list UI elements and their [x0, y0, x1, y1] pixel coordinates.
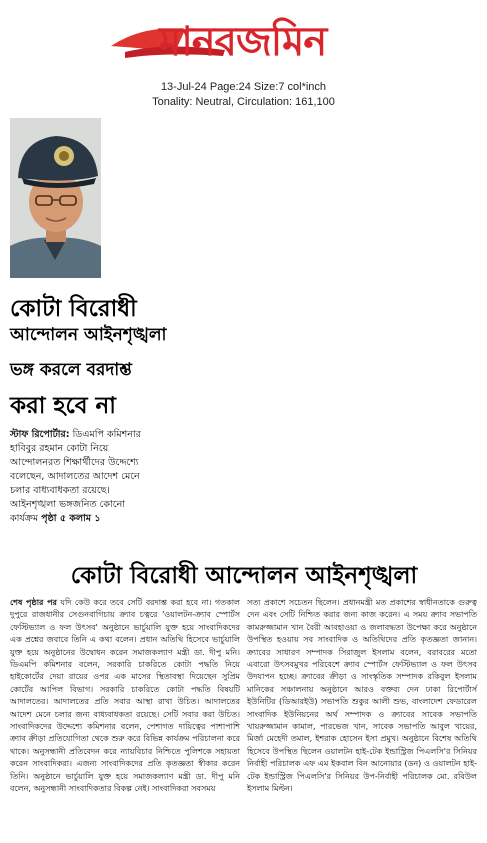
logo-text: মানবজমিন	[159, 18, 327, 65]
left-column-text: যদি কেউ করে তবে সেটি বরদাশ্ত করা হবে না। গতকাল দুপুরে রাজধানীর সেগুনবাগিচায় ক্র্যাব চত্বরে 'ওয়ালটন-ক্র্যাব স্পোর্টস ফেস্টিভ্যাল ও ফল উৎসব' অনুষ্ঠানে ভার্চুয়ালি যুক্ত হয়ে সাংবাদিকদের এক প্রশ্নের জবাবে তিনি এ কথা বলেন। প্রধান অতিথি হিসেবে ভার্চুয়ালি যুক্ত হয়ে অনুষ্ঠানের উদ্বোধন করেন সমাজকল্যাণ মন্ত্রী ডা. দীপু মনি। ডিএমপি কমিশনার বলেন, সরকারি চাকরিতে কোটা পদ্ধতি নিয়ে হাইকোর্টের দেয়া রায়ের ওপর এক মাসের স্থিতাবস্থা দিয়েছেন সুপ্রিম কোর্টের আপিল বিভাগ। সরকারি চাকরিতে কোটা পদ্ধতি বিষয়টি আদালতের। আদালতের প্রতি সবার আস্থা রাখা উচিত। আদালতের আদেশ মেনে চলার জন্য বাধ্যবাধকতা রয়েছে। সেটি সবার করা উচিত। সাংবাদিকদের উদ্দেশ্যে কমিশনার বলেন, পেশাগত দায়িত্বের পাশাপাশি ক্র্যাব ক্রীড়া প্রতিযোগিতা থেকে শুরু করে বিভিন্ন কার্যক্রম পরিচালনা করে থাকে। অনুসন্ধানী প্রতিবেদন করে ন্যায়বিচার নিশ্চিতে পুলিশকে সহায়তা করেন সাংবাদিকরা। এজন্য সাংবাদিকদের প্রতি কৃতজ্ঞতা স্বীকার করেন তিনি। অনুষ্ঠানে ভার্চুয়ালি যুক্ত হয়ে সমাজকল্যাণ মন্ত্রী ডা. দীপু মনি বলেন, অনুসন্ধানী সাংবাদিকতার বিকল্প নেই। সাংবাদিকরা সবসময়	[10, 598, 240, 794]
intro-text: ডিএমপি কমিশনার হাবিবুর রহমান কোটা নিয়ে আন্দোলনরত শিক্ষার্থীদের উদ্দেশ্যে বলেছেন, আদালতের আদেশ মেনে চলার বাধ্যবাধকতা রয়েছে। আইনশৃঙ্খলা ভঙ্গজনিত কোনো কার্যক্রম	[10, 429, 141, 524]
headline-line-4: করা হবে না	[10, 393, 116, 419]
continuation-column-left	[10, 597, 240, 796]
continuation-lead: শেষ পৃষ্ঠার পর	[10, 598, 57, 607]
headline-line-2: আন্দোলন আইনশৃঙ্খলা	[10, 325, 167, 345]
clipping-meta-line-1: 13-Jul-24 Page:24 Size:7 col*inch	[160, 81, 327, 93]
right-column-text: সত্য প্রকাশে সচেতন ছিলেন। প্রধানমন্ত্রী মত প্রকাশের স্বাধীনতাকে গুরুত্ব দেন এবং সেটি নিশ্চিত করার জন্য কাজ করেন। এ সময় ক্র্যাব সভাপতি কামরুজ্জামান খান বৈরী আবহাওয়া ও জলাবদ্ধতা উপেক্ষা করে অনুষ্ঠানে উপস্থিত হওয়ায় সব সাংবাদিক ও অতিথিদের প্রতি কৃতজ্ঞতা জানান। ক্র্যাবের সাধারণ সম্পাদক সিরাজুল ইসলাম বলেন, বরাবরের মতো এবারো উৎসবমুখর পরিবেশে ক্র্যাব স্পোর্টস ফেস্টিভ্যাল ও ফল উৎসব উদযাপন হচ্ছে। ক্র্যাবের ক্রীড়া ও সাংস্কৃতিক সম্পাদক রকিবুল ইসলাম মানিকের সঞ্চালনায় অনুষ্ঠানে আরও বক্তব্য দেন ঢাকা রিপোর্টার্স ইউনিটির (ডিআরইউ) সভাপতি শুকুর আলী শুভ, বাংলাদেশ ফেডারেল সাংবাদিক ইউনিয়নের অর্থ সম্পাদক ও ক্র্যাবের সাবেক সভাপতি খায়রুজ্জামান কামাল, পারভেজ খান, সাবেক সভাপতি আবুল খায়ের, মির্জা মেহেদী তমাল, ইশরাক হোসেন ইসা প্রমুখ। অনুষ্ঠানে বিশেষ অতিথি হিসেবে উপস্থিত ছিলেন ওয়ালটন হাই-টেক ইন্ডাস্ট্রিজ পিএলসি'র সিনিয়র নির্বাহী পরিচালক এফ এম ইকবাল বিন আনোয়ার (ডন) ও ওয়ালটন হাই-টেক ইন্ডাস্ট্রিজ পিএলসি'র সিনিয়র উপ-নির্বাহী পরিচালক মো. রবিউল ইসলাম মিল্টন।	[247, 598, 477, 794]
intro-paragraph	[10, 428, 150, 526]
officer-portrait-image	[10, 118, 101, 278]
headline-line-3: ভঙ্গ করলে বরদাশ্ত	[10, 360, 132, 380]
masthead-logo	[105, 6, 385, 76]
continuation-column-right	[247, 597, 477, 796]
continued-reference: পৃষ্ঠা ৫ কলাম ১	[41, 513, 101, 524]
byline: স্টাফ রিপোর্টার:	[10, 429, 70, 440]
headline-line-1: কোটা বিরোধী	[10, 296, 137, 322]
clipping-meta-line-2: Tonality: Neutral, Circulation: 161,100	[152, 96, 335, 108]
continuation-title: কোটা বিরোধী আন্দোলন আইনশৃঙ্খলা	[70, 563, 418, 589]
